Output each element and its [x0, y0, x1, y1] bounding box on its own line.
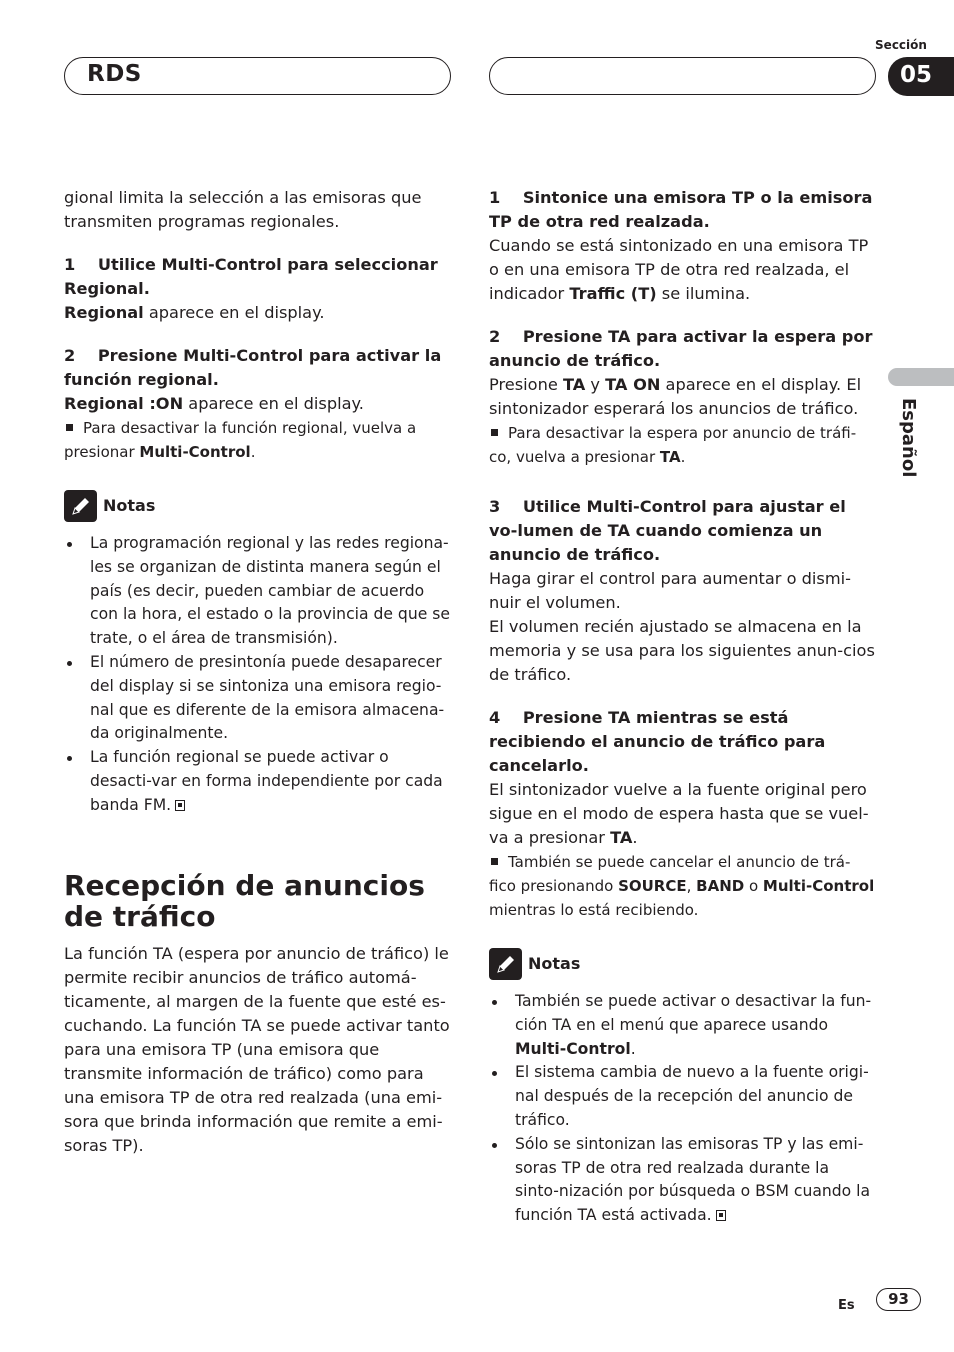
- header-title: RDS: [87, 61, 142, 87]
- end-mark-icon: [175, 800, 185, 811]
- note-item: [489, 1133, 875, 1228]
- square-bullet-icon: [491, 858, 498, 865]
- section-heading: Recepción de anuncios de tráfico: [64, 868, 425, 933]
- page-language: Es: [838, 1298, 855, 1313]
- display-term: TA ON: [605, 375, 661, 394]
- note-item: La programación regional y las redes regiona-les se organizan de distinta manera según el país (es decir, pueden cambiar de acuerdo con la hora, el estado o la provincia de que se trate, o el área de transmisión).: [64, 532, 454, 651]
- body-text: y: [585, 375, 606, 394]
- step-1-title: [489, 186, 875, 234]
- subnote-text: ,: [686, 877, 697, 895]
- header-blank-frame: [489, 57, 876, 95]
- note-text: También se puede activar o desactivar la fun-ción TA en el menú que aparece usando: [515, 992, 872, 1034]
- step-text: Utilice Multi-Control para ajustar el vo-lumen de TA cuando comienza un anuncio de tráfico.: [489, 497, 846, 564]
- body-text: El sintonizador vuelve a la fuente original pero sigue en el modo de espera hasta que se vuel-va a presionar: [489, 780, 869, 847]
- step-text: Presione TA mientras se está recibiendo el anuncio de tráfico para cancelarlo.: [489, 708, 826, 775]
- step-3-body-2: El volumen recién ajustado se almacena en la memoria y se usa para los siguientes anun-cios de tráfico.: [489, 617, 875, 684]
- subnote-end: .: [250, 443, 256, 461]
- note-text: Sólo se sintonizan las emisoras TP y las emi-soras TP de otra red realzada durante la sinto-nización por búsqueda o BSM cuando la función TA está activada.: [515, 1134, 871, 1225]
- step-2-title: [489, 325, 875, 373]
- display-term: Traffic (T): [569, 284, 657, 303]
- step-text: Presione TA para activar la espera por anuncio de tráfico.: [489, 327, 873, 370]
- subnote-bold: Multi-Control: [762, 877, 875, 895]
- header-title-frame: [64, 57, 451, 95]
- step-text: Sintonice una emisora TP o la emisora TP de otra red realzada.: [489, 188, 873, 231]
- step-2-subnote: [489, 421, 875, 469]
- step-3-title: [489, 495, 875, 567]
- step-1-title: [64, 253, 454, 301]
- body-text: aparece en el display.: [143, 303, 325, 322]
- note-item: [489, 990, 875, 1061]
- body-text: Presione: [489, 375, 563, 394]
- subnote-text: o: [744, 877, 763, 895]
- body-text: aparece en el display. El sintonizador esperará los anuncios de tráfico.: [489, 375, 862, 418]
- right-column: [489, 186, 875, 1228]
- subnote-bold: BAND: [696, 877, 745, 895]
- body-text: se ilumina.: [656, 284, 751, 303]
- square-bullet-icon: [66, 424, 73, 431]
- step-2-body: [64, 392, 454, 416]
- step-number: 3: [489, 497, 501, 516]
- section-label: Sección: [875, 38, 927, 52]
- page-number: 93: [876, 1288, 921, 1311]
- notes-title: Notas: [103, 496, 156, 515]
- note-item: [64, 746, 454, 817]
- step-1-body: [64, 301, 454, 325]
- button-term: TA: [610, 828, 633, 847]
- body-text: .: [632, 828, 638, 847]
- step-text: Utilice Multi-Control para seleccionar Regional.: [64, 255, 438, 298]
- language-label: Español: [898, 398, 919, 478]
- step-number: 2: [64, 346, 76, 365]
- note-end: .: [630, 1039, 636, 1058]
- step-2-body: [489, 373, 875, 421]
- subnote-text: También se puede cancelar el anuncio de trá-fico presionando: [489, 853, 851, 895]
- notes-list: [64, 532, 454, 818]
- section-badge: [888, 57, 954, 96]
- step-2-title: [64, 344, 454, 392]
- subnote-bold: TA: [659, 448, 681, 466]
- left-column: [64, 186, 454, 1158]
- intro-text: gional limita la selección a las emisoras que transmiten programas regionales.: [64, 188, 422, 231]
- step-number: 4: [489, 708, 501, 727]
- language-tab: [888, 368, 954, 386]
- subnote-text: Para desactivar la espera por anuncio de tráfi-co, vuelva a presionar: [489, 424, 857, 466]
- button-term: TA: [562, 375, 586, 394]
- body-text: aparece en el display.: [183, 394, 364, 413]
- section-paragraph: La función TA (espera por anuncio de tráfico) le permite recibir anuncios de tráfico automá-ticamente, al margen de la fuente que esté es-cuchando. La función TA se puede activar tanto para una emisora TP (una emisora que transmite información de tráfico) como para una emisora TP de otra red realzada (una emi-sora que brinda información que remite a emi-soras TP).: [64, 943, 450, 1155]
- note-item: El sistema cambia de nuevo a la fuente origi-nal después de la recepción del anuncio de tráfico.: [489, 1061, 875, 1132]
- step-text: Presione Multi-Control para activar la función regional.: [64, 346, 442, 389]
- body-text: Cuando se está sintonizado en una emisora TP o en una emisora TP de otra red realzada, el indicador: [489, 236, 869, 303]
- section-number: 05: [900, 62, 933, 88]
- square-bullet-icon: [491, 429, 498, 436]
- pencil-icon: [489, 948, 522, 980]
- note-bold: Multi-Control: [515, 1039, 631, 1058]
- step-1-body: [489, 234, 875, 306]
- step-4-body: [489, 778, 875, 850]
- subnote-text: Para desactivar la función regional, vuelva a presionar: [64, 419, 417, 461]
- subnote-end: .: [680, 448, 686, 466]
- notes-title: Notas: [528, 954, 581, 973]
- step-number: 1: [489, 188, 501, 207]
- step-number: 2: [489, 327, 501, 346]
- note-text: La función regional se puede activar o desacti-var en forma independiente por cada banda FM.: [90, 748, 443, 814]
- notes-header: [489, 948, 875, 980]
- step-3-body-1: Haga girar el control para aumentar o dismi-nuir el volumen.: [489, 569, 851, 612]
- display-term: Regional: [64, 303, 144, 322]
- end-mark-icon: [716, 1210, 726, 1221]
- note-item: El número de presintonía puede desaparecer del display si se sintoniza una emisora regio-nal que es diferente de la emisora almacena-da originalmente.: [64, 651, 454, 746]
- step-2-subnote: [64, 416, 454, 464]
- notes-list: [489, 990, 875, 1228]
- subnote-bold: Multi-Control: [139, 443, 251, 461]
- step-4-title: [489, 706, 875, 778]
- step-number: 1: [64, 255, 76, 274]
- notes-header: [64, 490, 454, 522]
- step-4-subnote: [489, 850, 875, 922]
- subnote-bold: SOURCE: [618, 877, 687, 895]
- subnote-end: mientras lo está recibiendo.: [489, 901, 699, 919]
- display-term: Regional :ON: [64, 394, 184, 413]
- pencil-icon: [64, 490, 97, 522]
